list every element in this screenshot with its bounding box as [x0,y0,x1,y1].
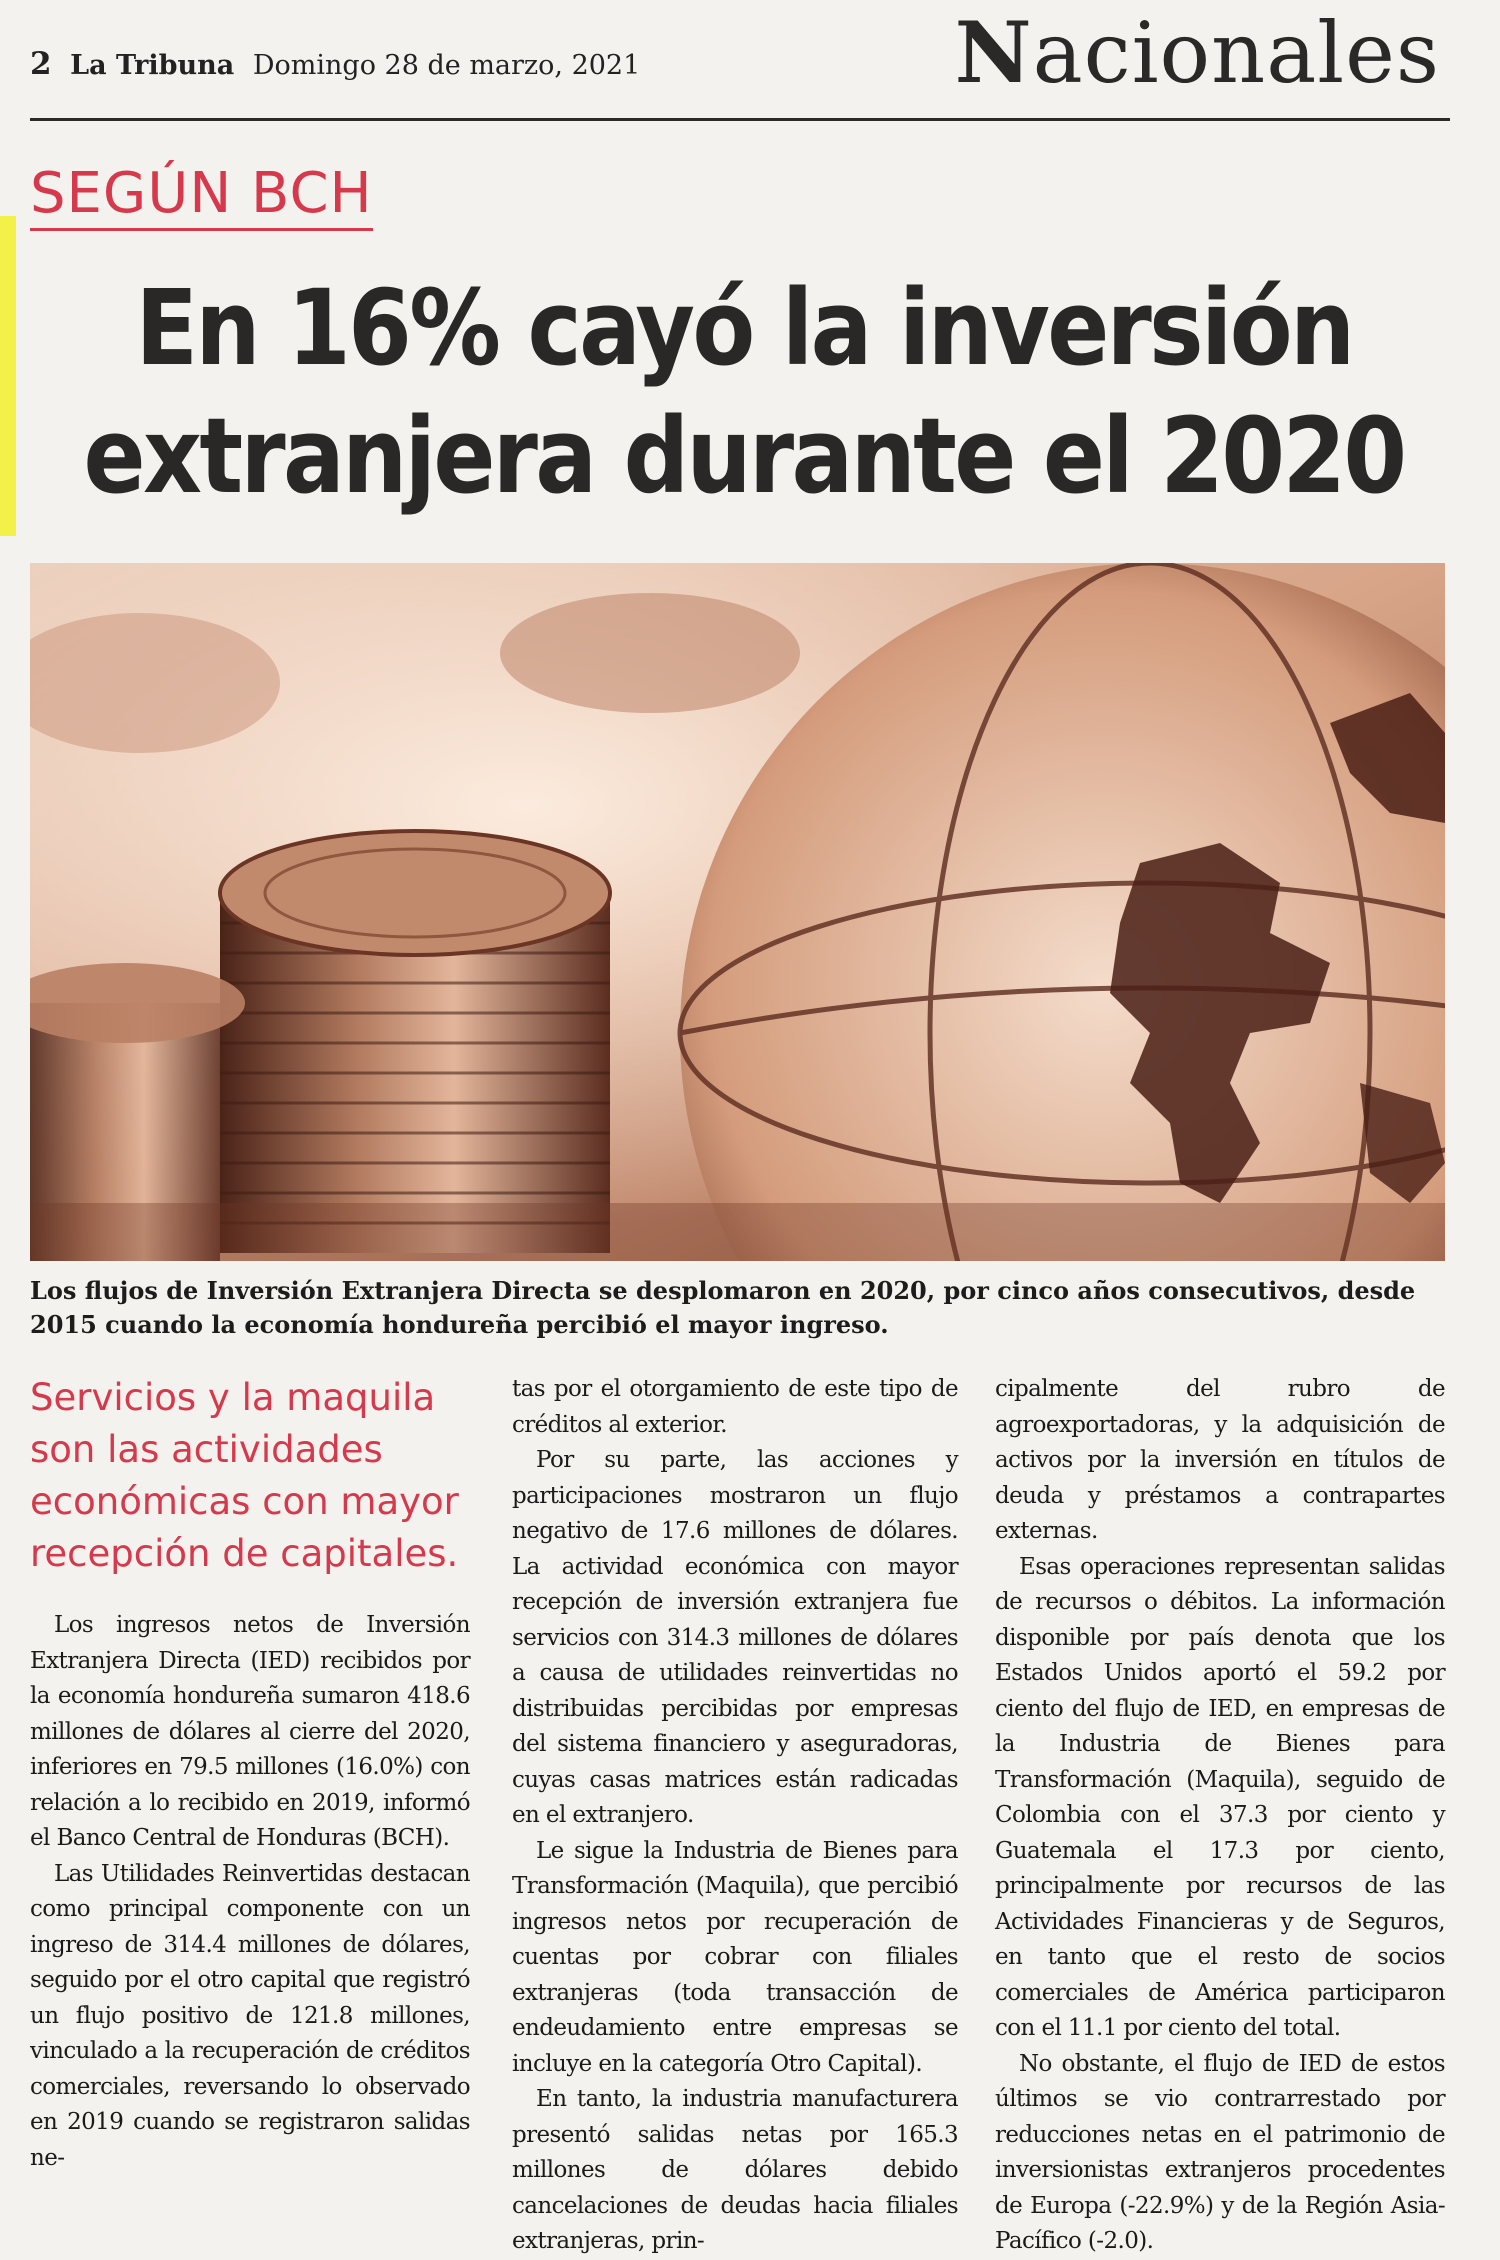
article-headline [40,264,1448,520]
article-deck: Servicios y la maquila son las actividades económicas con mayor recepción de capitales. [30,1376,459,1575]
headline-line-2: extranjera durante el 2020 [83,395,1405,517]
highlighter-mark [0,216,16,536]
page-info [30,46,640,82]
body-paragraph: Las Utilidades Reinvertidas destacan como principal componente con un ingreso de 314.4 millones de dólares, seguido por el otro capital que registró un flujo positivo de 121.8 millones, vinculado a la recuperación de créditos comerciales, reversando lo observado en 2019 cuando se registraron salidas ne- [30,1860,470,2171]
section-rest: acionales [1032,4,1440,102]
article-kicker: SEGÚN BCH [30,162,373,231]
photo-caption: Los flujos de Inversión Extranjera Directa se desplomaron en 2020, por cinco años consecutivos, desde 2015 cuando la economía hondureña percibió el mayor ingreso. [30,1276,1416,1339]
body-paragraph: Por su parte, las acciones y participaciones mostraron un flujo negativo de 17.6 millones de dólares. La actividad económica con mayor recepción de inversión extranjera fue servicios con 314.3 millones de dólares a causa de utilidades reinvertidas no distribuidas percibidas por empresas del sistema financiero y aseguradoras, cuyas casas matrices están radicadas en el extranjero. [512,1447,958,1828]
body-paragraph: Le sigue la Industria de Bienes para Transformación (Maquila), que percibió ingresos netos por recuperación de cuentas por cobrar con filiales extranjeras (toda transacción de endeudamiento entre empresas se incluye en la categoría Otro Capital). [512,1837,958,2077]
issue-date: Domingo 28 de marzo, 2021 [252,50,641,81]
body-paragraph: tas por el otorgamiento de este tipo de créditos al exterior. [512,1376,958,1438]
coins-and-globe-illustration [30,563,1445,1261]
header-rule [30,118,1450,121]
body-paragraph: No obstante, el flujo de IED de estos últimos se vio contrarrestado por reducciones netas en el patrimonio de inversionistas extranjeros procedentes de Europa (-22.9%) y de la Región Asia-Pacífico (-2.0). [995,2050,1445,2254]
section-initial: N [954,3,1033,102]
section-title [955,0,1440,114]
article-column-1 [30,1372,470,2176]
body-paragraph: En tanto, la industria manufacturera presentó salidas netas por 165.3 millones de dólares debido cancelaciones de deudas hacia filiales extranjeras, prin- [512,2086,958,2254]
page-number: 2 [30,46,52,82]
page-header [30,0,1450,122]
article-column-2 [512,1372,958,2260]
headline-line-1: En 16% cayó la inversión [135,267,1353,389]
article-column-3 [995,1372,1445,2260]
newspaper-name: La Tribuna [70,50,235,81]
body-paragraph: Esas operaciones representan salidas de recursos o débitos. La información disponible por país denota que los Estados Unidos aportó el 59.2 por ciento del flujo de IED, en empresas de la Industria de Bienes para Transformación (Maquila), seguido de Colombia con el 37.3 por ciento y Guatemala el 17.3 por ciento, principalmente por recursos de las Actividades Financieras y de Seguros, en tanto que el resto de socios comerciales de América participaron con el 11.1 por ciento del total. [995,1553,1445,2041]
body-paragraph: Los ingresos netos de Inversión Extranjera Directa (IED) recibidos por la economía hondureña sumaron 418.6 millones de dólares al cierre del 2020, inferiores en 79.5 millones (16.0%) con relación a lo recibido en 2019, informó el Banco Central de Honduras (BCH). [30,1612,470,1851]
body-paragraph: cipalmente del rubro de agroexportadoras, y la adquisición de activos por la inversión en títulos de deuda y préstamos a contrapartes externas. [995,1376,1445,1544]
article-photo [30,563,1445,1261]
